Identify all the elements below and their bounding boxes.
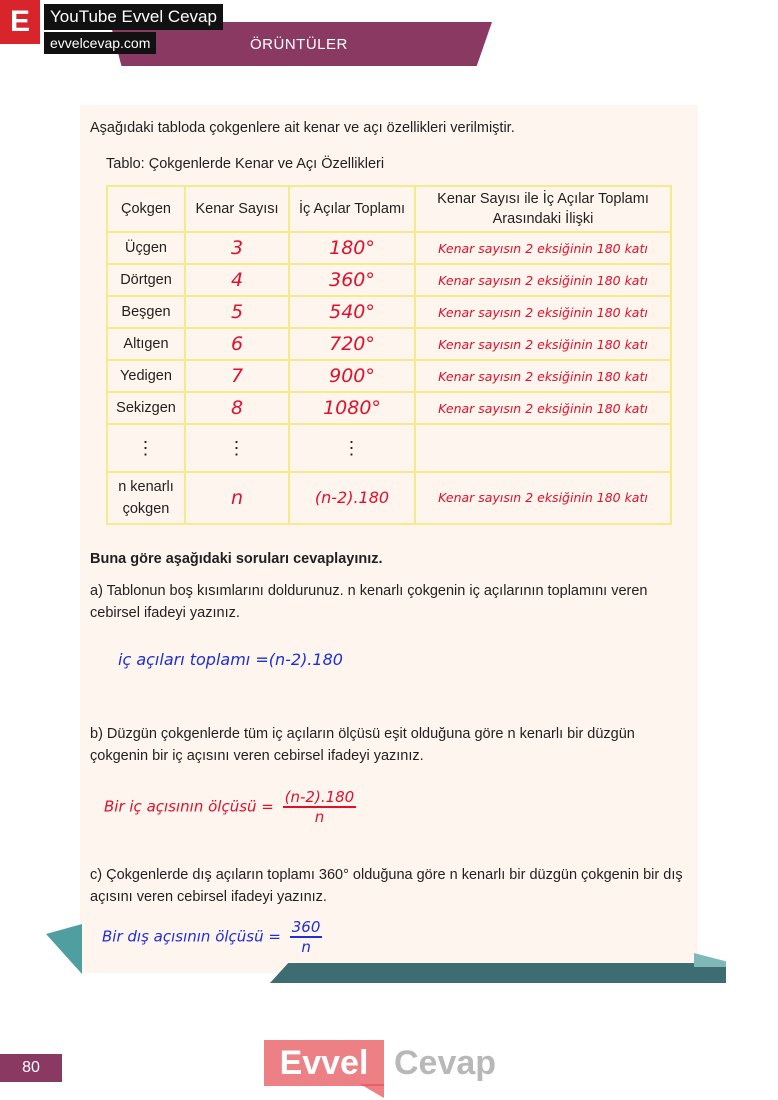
polygon-name: Altıgen: [107, 328, 185, 360]
table-caption: Tablo: Çokgenlerde Kenar ve Açı Özellikleri: [106, 156, 385, 172]
question-c: c) Çokgenlerde dış açıların toplamı 360° olduğuna göre n kenarlı bir düzgün çokgenin bir dış açısını veren cebirsel ifadeyi yazınız.: [90, 867, 683, 905]
footer-logo-evvel: Evvel: [264, 1040, 384, 1086]
ellipsis-mark: ⋮: [289, 424, 415, 472]
polygon-name: n kenarlı çokgen: [107, 472, 185, 524]
table-row: [107, 296, 671, 328]
angle-sum: 540°: [289, 296, 415, 328]
answer-b: [104, 788, 356, 826]
side-count: 5: [185, 296, 289, 328]
polygon-name: Beşgen: [107, 296, 185, 328]
relation: Kenar sayısın 2 eksiğinin 180 katı: [415, 392, 671, 424]
table-row: [107, 360, 671, 392]
table-row: [107, 392, 671, 424]
relation: Kenar sayısın 2 eksiğinin 180 katı: [415, 264, 671, 296]
angle-sum: 900°: [289, 360, 415, 392]
table-row-general: [107, 472, 671, 524]
relation: Kenar sayısın 2 eksiğinin 180 katı: [415, 296, 671, 328]
angle-sum: (n-2).180: [289, 472, 415, 524]
header-polygon: Çokgen: [107, 186, 185, 232]
answer-b-denominator: n: [314, 808, 325, 826]
site-label: evvelcevap.com: [44, 32, 156, 54]
polygon-name: Yedigen: [107, 360, 185, 392]
decorative-triangle: [46, 924, 82, 974]
answer-b-prefix: Bir iç açısının ölçüsü =: [104, 797, 274, 816]
header-relation: Kenar Sayısı ile İç Açılar Toplamı Arasındaki İlişki: [415, 186, 671, 232]
page-title: ÖRÜNTÜLER: [250, 36, 348, 53]
table-row-ellipsis: [107, 424, 671, 472]
side-count: 7: [185, 360, 289, 392]
question-b: b) Düzgün çokgenlerde tüm iç açıların ölçüsü eşit olduğuna göre n kenarlı bir düzgün çokgenin bir iç açısını veren cebirsel ifadeyi yazınız.: [90, 726, 635, 764]
relation: Kenar sayısın 2 eksiğinin 180 katı: [415, 472, 671, 524]
polygon-table: [106, 185, 672, 525]
angle-sum: 360°: [289, 264, 415, 296]
answer-c-fraction: [290, 918, 323, 956]
side-count: n: [185, 472, 289, 524]
channel-label: YouTube Evvel Cevap: [44, 4, 223, 30]
polygon-name: Sekizgen: [107, 392, 185, 424]
ellipsis-mark: ⋮: [107, 424, 185, 472]
brand-logo-e: E: [0, 0, 40, 44]
answer-c: [102, 918, 322, 956]
side-count: 8: [185, 392, 289, 424]
header-sides: Kenar Sayısı: [185, 186, 289, 232]
side-count: 3: [185, 232, 289, 264]
ellipsis-mark: ⋮: [185, 424, 289, 472]
angle-sum: 180°: [289, 232, 415, 264]
side-count: 4: [185, 264, 289, 296]
questions-heading: Buna göre aşağıdaki soruları cevaplayınız.: [90, 551, 383, 567]
answer-b-numerator: (n-2).180: [284, 788, 355, 806]
answer-b-fraction: [283, 788, 357, 826]
table-header-row: [107, 186, 671, 232]
page-number: 80: [0, 1054, 62, 1082]
table-row: [107, 232, 671, 264]
answer-a: iç açıları toplamı =(n-2).180: [118, 650, 343, 669]
polygon-name: Dörtgen: [107, 264, 185, 296]
footer-logo-cevap: Cevap: [394, 1044, 497, 1082]
angle-sum: 720°: [289, 328, 415, 360]
polygon-name: Üçgen: [107, 232, 185, 264]
ellipsis-empty: [415, 424, 671, 472]
table-row: [107, 264, 671, 296]
answer-c-numerator: 360: [291, 918, 321, 936]
decorative-bar: [270, 963, 726, 983]
decorative-bar-tip: [694, 953, 726, 967]
angle-sum: 1080°: [289, 392, 415, 424]
question-a: a) Tablonun boş kısımlarını doldurunuz. n kenarlı çokgenin iç açılarının toplamını veren cebirsel ifadeyi yazınız.: [90, 583, 648, 621]
footer-logo-tail: [360, 1084, 384, 1098]
answer-c-denominator: n: [301, 938, 311, 956]
answer-c-prefix: Bir dış açısının ölçüsü =: [102, 927, 281, 946]
table-row: [107, 328, 671, 360]
header-angle-sum: İç Açılar Toplamı: [289, 186, 415, 232]
intro-text: Aşağıdaki tabloda çokgenlere ait kenar ve açı özellikleri verilmiştir.: [90, 120, 515, 136]
side-count: 6: [185, 328, 289, 360]
relation: Kenar sayısın 2 eksiğinin 180 katı: [415, 328, 671, 360]
relation: Kenar sayısın 2 eksiğinin 180 katı: [415, 232, 671, 264]
relation: Kenar sayısın 2 eksiğinin 180 katı: [415, 360, 671, 392]
